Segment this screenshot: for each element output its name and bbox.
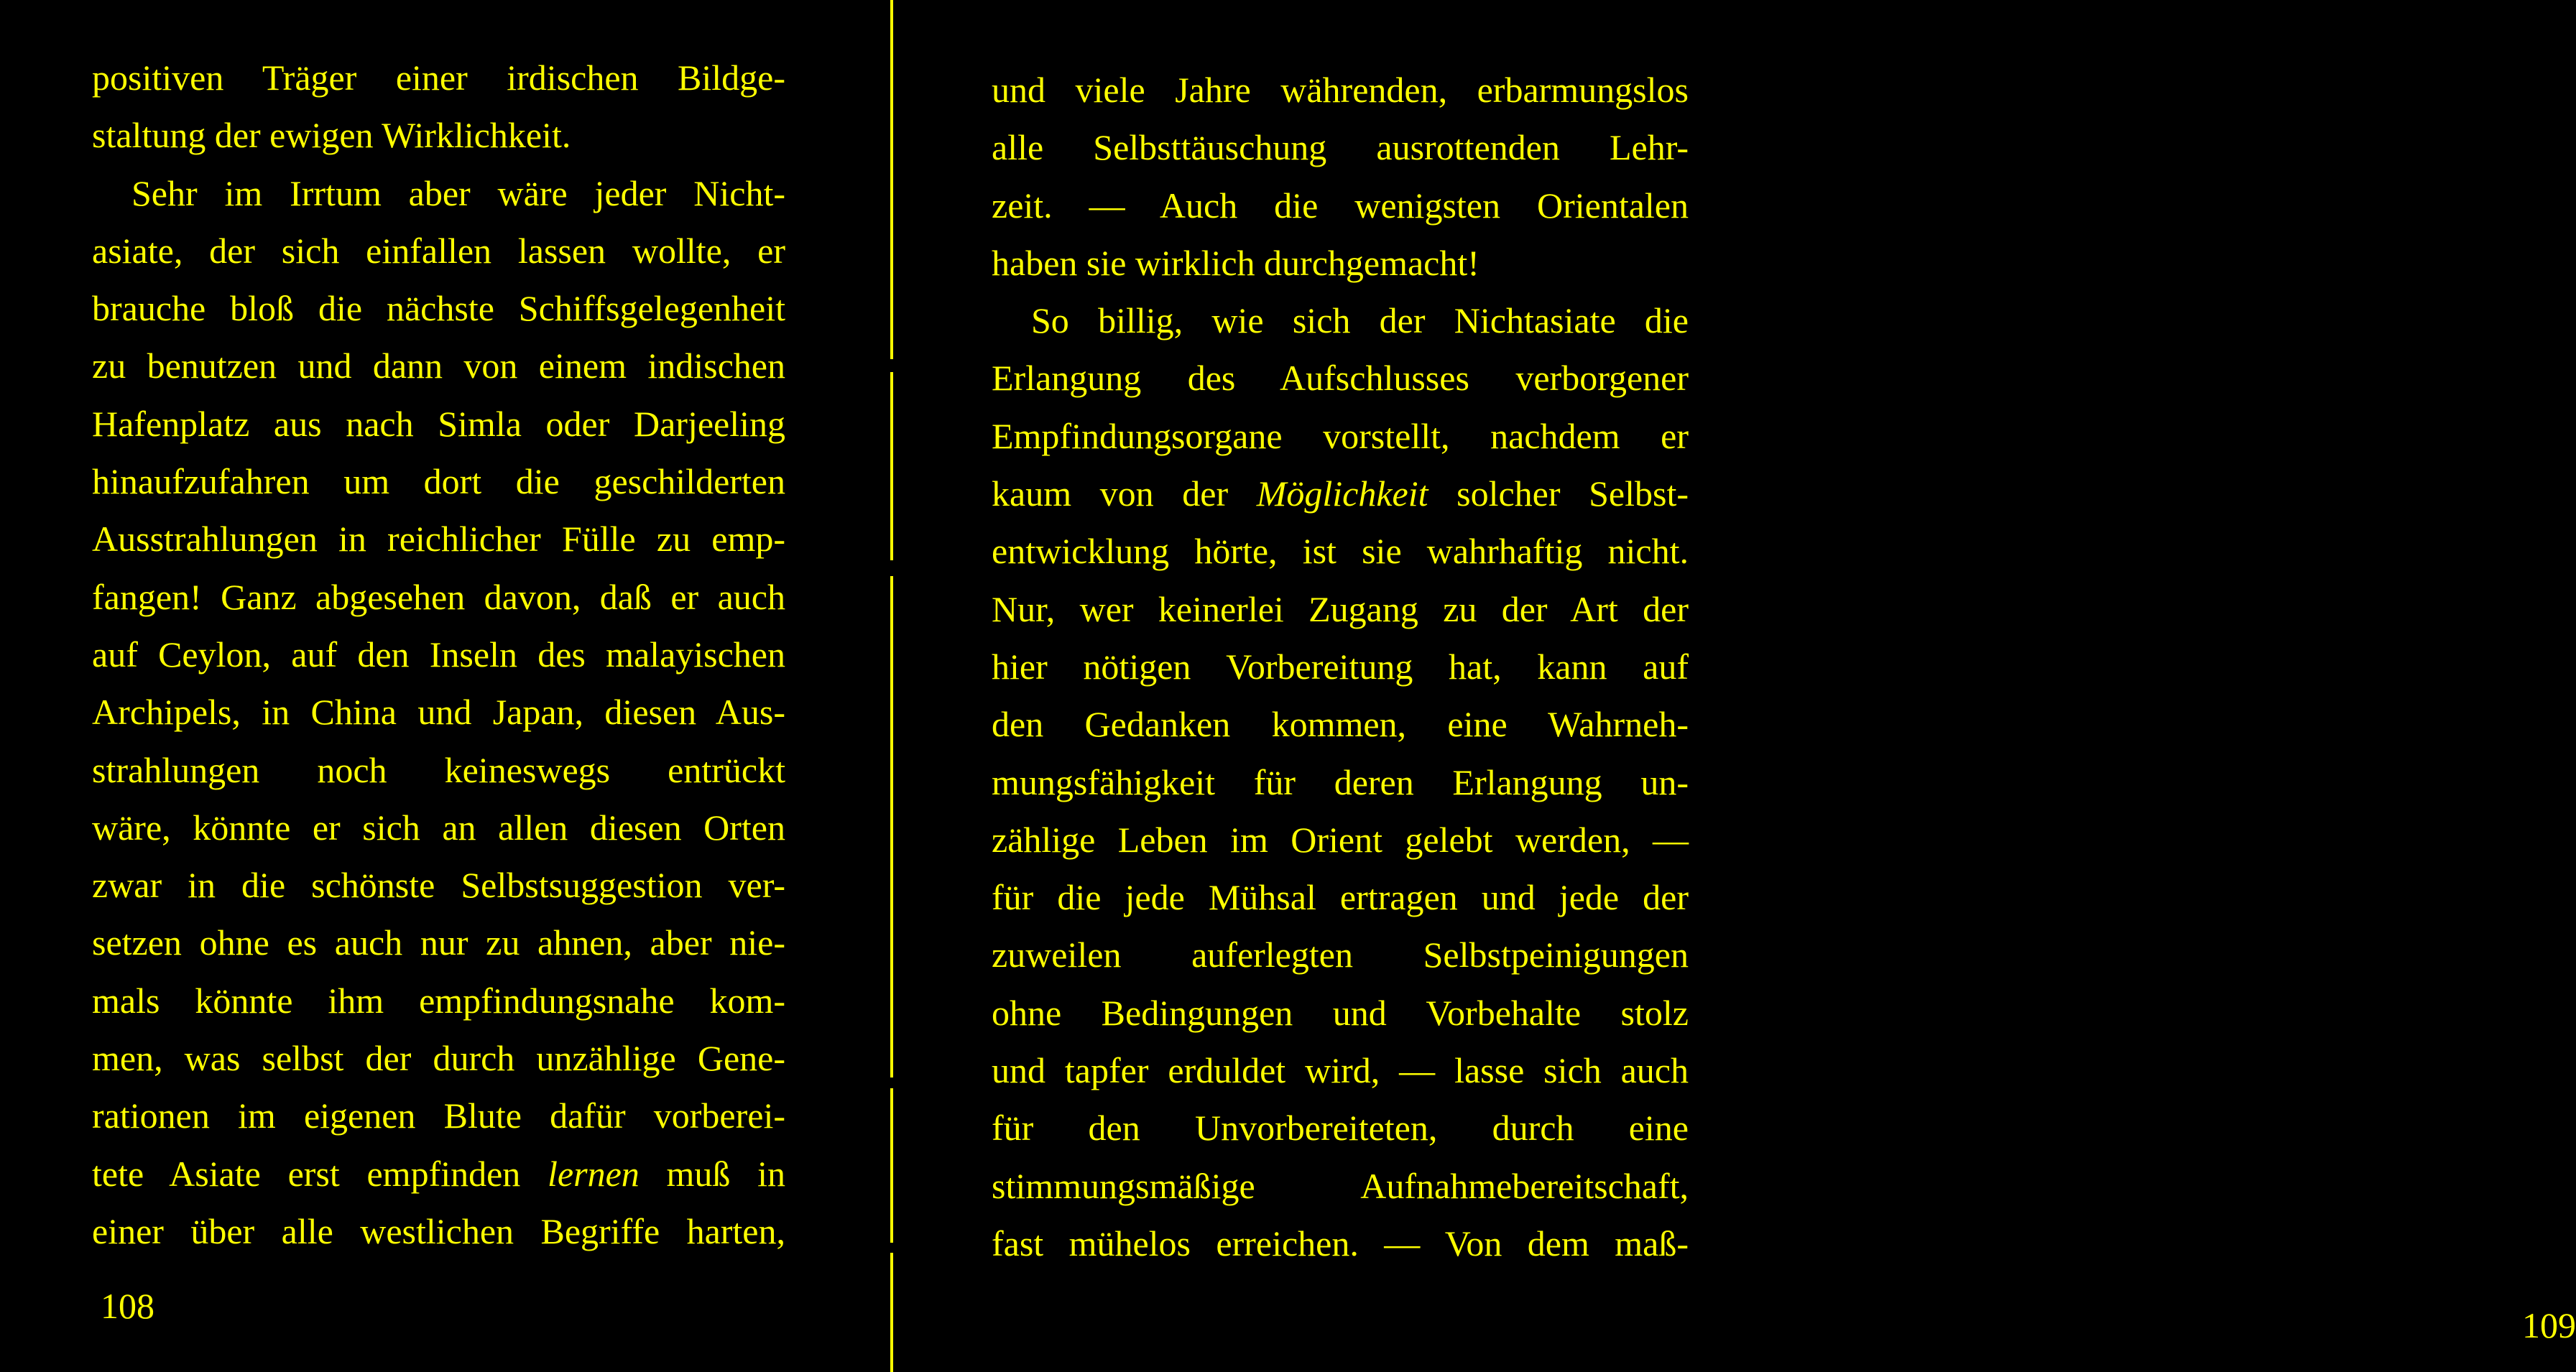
text-run: tete Asiate erst empfinden <box>92 1153 548 1194</box>
text-line: mals könnte ihm empfindungsnahe kom- <box>92 980 785 1021</box>
text-line: setzen ohne es auch nur zu ahnen, aber nie- <box>92 922 785 963</box>
gutter-gap <box>888 359 895 372</box>
text-line: men, was selbst der durch unzählige Gene- <box>92 1038 785 1079</box>
gutter-gap <box>888 560 895 576</box>
text-line: Sehr im Irrtum aber wäre jeder Nicht- <box>131 172 785 213</box>
page-number: 109 <box>2522 1305 2576 1345</box>
text-line: zuweilen auferlegten Selbstpeinigungen <box>992 935 1689 975</box>
text-line: und tapfer erduldet wird, — lasse sich auch <box>992 1050 1689 1091</box>
emphasized-word: lernen <box>548 1153 640 1194</box>
gutter-gap <box>888 1243 895 1253</box>
text-line: mungsfähigkeit für deren Erlangung un- <box>992 761 1689 802</box>
text-line: ohne Bedingungen und Vorbehalte stolz <box>992 992 1689 1033</box>
text-line: alle Selbsttäuschung ausrottenden Lehr- <box>992 127 1689 168</box>
text-line: Erlangung des Aufschlusses verborgener <box>992 358 1689 399</box>
text-line: und viele Jahre währenden, erbarmungslos <box>992 70 1689 110</box>
left-page <box>0 0 890 1372</box>
text-line: brauche bloß die nächste Schiffsgelegenheit <box>92 288 785 329</box>
text-line: asiate, der sich einfallen lassen wollte, er <box>92 230 785 271</box>
text-line: zwar in die schönste Selbstsuggestion ver- <box>92 865 785 906</box>
text-line: Nur, wer keinerlei Zugang zu der Art der <box>992 588 1689 629</box>
gutter-gap <box>888 1077 895 1088</box>
left-page-text <box>92 49 785 1260</box>
text-line: stimmungsmäßige Aufnahmebereitschaft, <box>992 1165 1689 1206</box>
text-line <box>92 1145 785 1202</box>
text-line: für den Unvorbereiteten, durch eine <box>992 1108 1689 1149</box>
text-run: solcher Selbst- <box>1428 473 1689 514</box>
page-number: 108 <box>101 1286 154 1326</box>
text-line: zu benutzen und dann von einem indischen <box>92 346 785 386</box>
right-page-text <box>992 61 1689 1272</box>
text-line: Empfindungsorgane vorstellt, nachdem er <box>992 415 1689 456</box>
text-line: Hafenplatz aus nach Simla oder Darjeeling <box>92 403 785 444</box>
text-line: den Gedanken kommen, eine Wahrneh- <box>992 704 1689 745</box>
text-line: zählige Leben im Orient gelebt werden, — <box>992 819 1689 860</box>
text-line: staltung der ewigen Wirklichkeit. <box>92 115 571 156</box>
text-line: positiven Träger einer irdischen Bildge- <box>92 57 785 98</box>
text-line: hier nötigen Vorbereitung hat, kann auf <box>992 646 1689 687</box>
text-line: einer über alle westlichen Begriffe harten, <box>92 1210 785 1251</box>
text-line: So billig, wie sich der Nichtasiate die <box>1031 300 1689 341</box>
text-line: Ausstrahlungen in reichlicher Fülle zu emp- <box>92 519 785 560</box>
text-line: entwicklung hörte, ist sie wahrhaftig nicht. <box>992 531 1689 572</box>
text-run: muß in <box>639 1153 785 1194</box>
text-line: rationen im eigenen Blute dafür vorberei- <box>92 1095 785 1136</box>
text-line: strahlungen noch keineswegs entrückt <box>92 749 785 790</box>
gutter-line <box>890 0 893 1372</box>
text-line: Archipels, in China und Japan, diesen Aus- <box>92 692 785 733</box>
emphasized-word: Möglichkeit <box>1256 473 1428 514</box>
text-line: fangen! Ganz abgesehen davon, daß er auch <box>92 576 785 617</box>
text-run: kaum von der <box>992 473 1257 514</box>
text-line: auf Ceylon, auf den Inseln des malayischen <box>92 634 785 675</box>
text-line: haben sie wirklich durchgemacht! <box>992 242 1479 283</box>
text-line: fast mühelos erreichen. — Von dem maß- <box>992 1223 1689 1264</box>
text-line <box>992 465 1689 522</box>
text-line: zeit. — Auch die wenigsten Orientalen <box>992 185 1689 226</box>
text-line: für die jede Mühsal ertragen und jede der <box>992 877 1689 918</box>
text-line: wäre, könnte er sich an allen diesen Orten <box>92 807 785 848</box>
text-line: hinaufzufahren um dort die geschilderten <box>92 461 785 502</box>
